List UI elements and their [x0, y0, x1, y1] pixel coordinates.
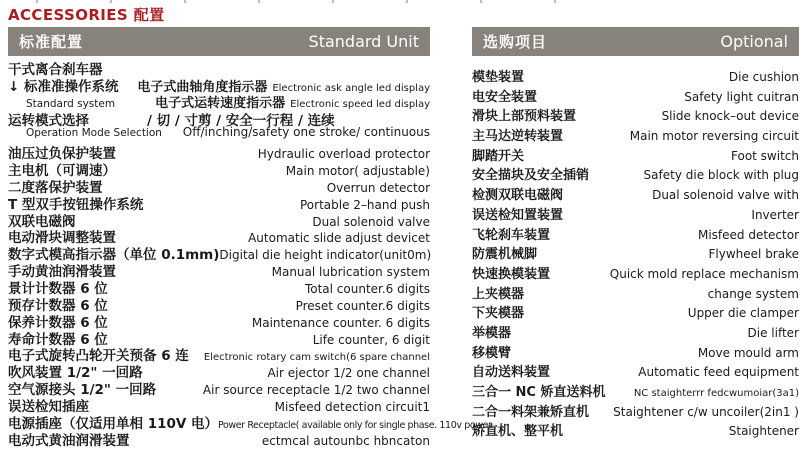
page-title: ACCESSORIES 配置 [8, 6, 165, 24]
table-row [8, 75, 430, 95]
value-en-small: Electronic speed led display [290, 98, 430, 110]
label-zh: 电源插座（仅适用单相 110V 电） [8, 415, 219, 432]
row-right-group [327, 181, 430, 195]
row-right-group [709, 247, 799, 261]
value-en: Air ejector 1/2 one channel [267, 366, 430, 381]
row-right-group [267, 366, 430, 380]
row-right-group [613, 405, 799, 419]
label-zh: 双联电磁阀 [8, 213, 76, 230]
row-right-group [751, 208, 799, 222]
row-right-group [731, 149, 799, 163]
value-en: Move mould arm [697, 345, 799, 360]
crop-artifact-ticks [36, 0, 596, 3]
label-zh: 检测双联电磁阀 [472, 188, 564, 204]
table-row [8, 243, 432, 264]
table-row [8, 395, 430, 415]
row-right-group [275, 400, 430, 414]
table-row [8, 429, 430, 449]
value-en: Staightener c/w uncoiler(2in1 ) [613, 404, 799, 419]
value-en: ectmcal autounbc hbncaton [261, 433, 430, 448]
table-row [472, 361, 799, 381]
table-row [8, 277, 430, 297]
table-row [8, 159, 430, 180]
value-en: Misfeed detector [697, 227, 799, 242]
row-right-group [729, 70, 799, 84]
row-right-group [634, 388, 799, 399]
label-zh: 保养计数器 6 位 [8, 314, 108, 331]
table-row [472, 263, 799, 283]
optional-panel [472, 27, 799, 445]
label-zh: 防震机械脚 [472, 247, 538, 263]
label-zh: 预存计数器 6 位 [8, 297, 108, 314]
label-zh: 电安全装置 [472, 89, 538, 105]
panels-container [8, 27, 799, 449]
label-zh: T 型双手按钮操作系统 [8, 196, 144, 213]
value-en-small: Electronic rotary cam switch(6 spare channel [203, 352, 430, 364]
table-row [472, 86, 799, 106]
label-zh: 模垫装置 [472, 70, 525, 85]
table-row [8, 210, 430, 230]
table-row [8, 311, 430, 331]
row-right-group [203, 383, 430, 397]
row-right-group [218, 420, 492, 431]
table-row [8, 361, 430, 382]
table-row [472, 204, 799, 224]
standard-panel-header [8, 27, 430, 56]
table-row [8, 58, 430, 78]
table-row [472, 243, 799, 263]
row-right-group [644, 168, 799, 182]
value-en: Dual solenoid valve with [652, 188, 799, 203]
table-row [472, 302, 799, 322]
label-zh: 电子式旋转凸轮开关预备 6 连 [8, 348, 189, 365]
label-zh: 上夹模器 [472, 286, 525, 302]
value-en: Inverter [751, 207, 799, 222]
table-row [8, 378, 430, 399]
value-en: Main motor reversing circuit [629, 129, 799, 144]
row-right-group [272, 265, 430, 279]
value-en: Total counter.6 digits [304, 281, 430, 296]
label-zh: 移模臂 [472, 345, 512, 361]
label-zh: 空气源接头 1/2" 一回路 [8, 382, 157, 399]
table-row [472, 145, 799, 165]
row-right-group [312, 215, 430, 229]
label-zh: 快速换模装置 [472, 266, 551, 282]
label-sub-en: Standard system [26, 97, 116, 110]
label-zh: 下夹模器 [472, 306, 525, 322]
table-row [472, 381, 799, 401]
row-right-group [698, 228, 799, 242]
value-en: Air source receptacle 1/2 two channel [202, 383, 430, 398]
table-row [8, 109, 430, 129]
standard-header-en: Standard Unit [308, 32, 419, 51]
table-row [472, 184, 799, 204]
value-mid-zh: / 切 / 寸剪 / 安全一行程 / 连续 [147, 112, 335, 129]
row-right-group [688, 306, 799, 320]
table-row [472, 125, 799, 145]
table-row [8, 226, 430, 247]
value-en: Slide knock–out device [661, 109, 799, 124]
value-en: Off/inching/safety one stroke/ continuous [182, 125, 430, 140]
label-zh: 电动滑块调整装置 [8, 230, 116, 247]
value-en: Die cushion [728, 70, 799, 84]
row-right-group [183, 125, 430, 139]
optional-panel-header [472, 27, 799, 56]
value-en: Foot switch [731, 148, 799, 163]
value-en: Preset counter.6 digits [295, 298, 430, 313]
row-right-group [638, 365, 799, 379]
label-zh: ↓ 标准准操作系统 [8, 78, 119, 95]
label-zh: 寿命计数器 6 位 [8, 331, 108, 348]
value-en: Automatic slide adjust devicet [248, 231, 430, 246]
table-row [472, 164, 799, 184]
row-right-group [698, 346, 799, 360]
value-en: Dual solenoid valve [312, 214, 430, 229]
value-en: Safety light cuitran [684, 89, 799, 104]
row-right-group [305, 282, 430, 296]
label-zh: 滑块上部预料装置 [472, 109, 577, 125]
table-row [8, 176, 430, 196]
table-row [472, 401, 799, 421]
label-zh: 主电机（可调速） [8, 163, 116, 180]
value-en: Overrun detector [326, 180, 430, 195]
value-en: Manual lubrication system [271, 265, 430, 280]
value-zh: 电子式运转速度指示器 [155, 95, 286, 111]
row-right-group [662, 109, 799, 123]
table-row [472, 420, 799, 440]
label-zh: 干式离合刹车器 [8, 62, 103, 78]
value-en-small: NC staighterrr fedcwumoiar(3a1) [633, 388, 799, 399]
table-row [8, 294, 430, 314]
value-en: Quick mold replace mechanism [609, 266, 799, 281]
table-row [8, 328, 430, 348]
row-right-group [300, 198, 430, 212]
table-row [472, 224, 799, 244]
label-zh: 油压过负保护装置 [8, 146, 116, 163]
value-en: change system [707, 286, 799, 301]
row-right-group [708, 287, 799, 301]
label-zh: 举模器 [472, 325, 512, 341]
row-right-group [219, 248, 431, 262]
table-row [8, 344, 430, 365]
value-en: Portable 2–hand push [299, 197, 430, 212]
label-zh: 景计计数器 6 位 [8, 280, 108, 297]
label-zh: 脚踏开关 [472, 148, 525, 164]
value-en: Safety die block with plug [643, 168, 799, 183]
row-right-group [258, 147, 430, 161]
table-row [8, 412, 492, 432]
optional-header-zh: 选购项目 [483, 33, 548, 51]
value-en: Maintenance counter. 6 digits [251, 315, 430, 330]
row-right-group [610, 267, 799, 281]
label-sub-en: Operation Mode Selection [26, 127, 162, 140]
value-en-tiny: Power Receptacle( available only for single phase. 110v power [218, 419, 492, 431]
table-row [8, 125, 430, 142]
optional-rows [472, 56, 799, 440]
standard-header-zh: 标准配置 [19, 33, 84, 51]
row-right-group [204, 352, 430, 363]
value-en: Upper die clamper [687, 306, 799, 321]
label-zh: 飞轮刹车装置 [472, 227, 551, 243]
optional-header-en: Optional [720, 32, 788, 51]
row-right-group [729, 424, 799, 438]
table-row [8, 142, 430, 163]
label-zh: 二合一料架兼矫直机 [472, 404, 590, 420]
table-row [472, 66, 799, 86]
label-zh: 自动送料装置 [472, 365, 551, 381]
value-en: Misfeed detection circuit1 [274, 399, 430, 414]
label-zh: 吹风装置 1/2" 一回路 [8, 365, 143, 382]
value-en: Flywheel brake [708, 247, 799, 262]
value-en: Hydraulic overload protector [257, 147, 430, 162]
label-zh: 矫直机、整平机 [472, 424, 564, 440]
value-zh: 电子式曲轴角度指示器 [137, 79, 268, 95]
label-zh: 主马达逆转装置 [472, 129, 564, 145]
table-row [8, 193, 430, 213]
label-zh: 手动黄油润滑装置 [8, 264, 116, 281]
row-right-group [262, 434, 430, 448]
value-en: Automatic feed equipment [638, 365, 799, 380]
label-zh: 安全描块及安全插销 [472, 168, 590, 184]
label-zh: 误送检知插座 [8, 398, 89, 415]
row-right-group [252, 316, 430, 330]
row-right-group [630, 129, 799, 143]
value-en: Digital die height indicator(unit0m) [219, 248, 432, 263]
label-zh: 数字式模高指示器（单位 0.1mm) [8, 247, 220, 264]
value-en: Staightener [728, 424, 799, 439]
row-right-group [652, 188, 799, 202]
value-en: Die lifter [747, 325, 799, 340]
row-right-group [313, 333, 430, 347]
row-right-group [248, 231, 430, 245]
value-en-small: Electronic ask angle led display [272, 82, 430, 94]
table-row [472, 342, 799, 362]
row-right-group [684, 90, 799, 104]
label-zh: 三合一 NC 矫直送料机 [472, 385, 606, 400]
value-en: Life counter, 6 digit [312, 332, 430, 347]
table-row [472, 283, 799, 303]
value-en: Main motor( adjustable) [285, 164, 430, 179]
row-right-group [296, 299, 430, 313]
label-zh: 二度落保护装置 [8, 179, 103, 196]
label-zh: 误送检知置装置 [472, 207, 564, 223]
label-zh: 运转模式选择 [8, 112, 89, 129]
table-row [472, 322, 799, 342]
row-right-group [286, 164, 430, 178]
table-row [472, 105, 799, 125]
row-right-group [748, 326, 799, 340]
label-zh: 电动式黄油润滑装置 [8, 432, 130, 449]
